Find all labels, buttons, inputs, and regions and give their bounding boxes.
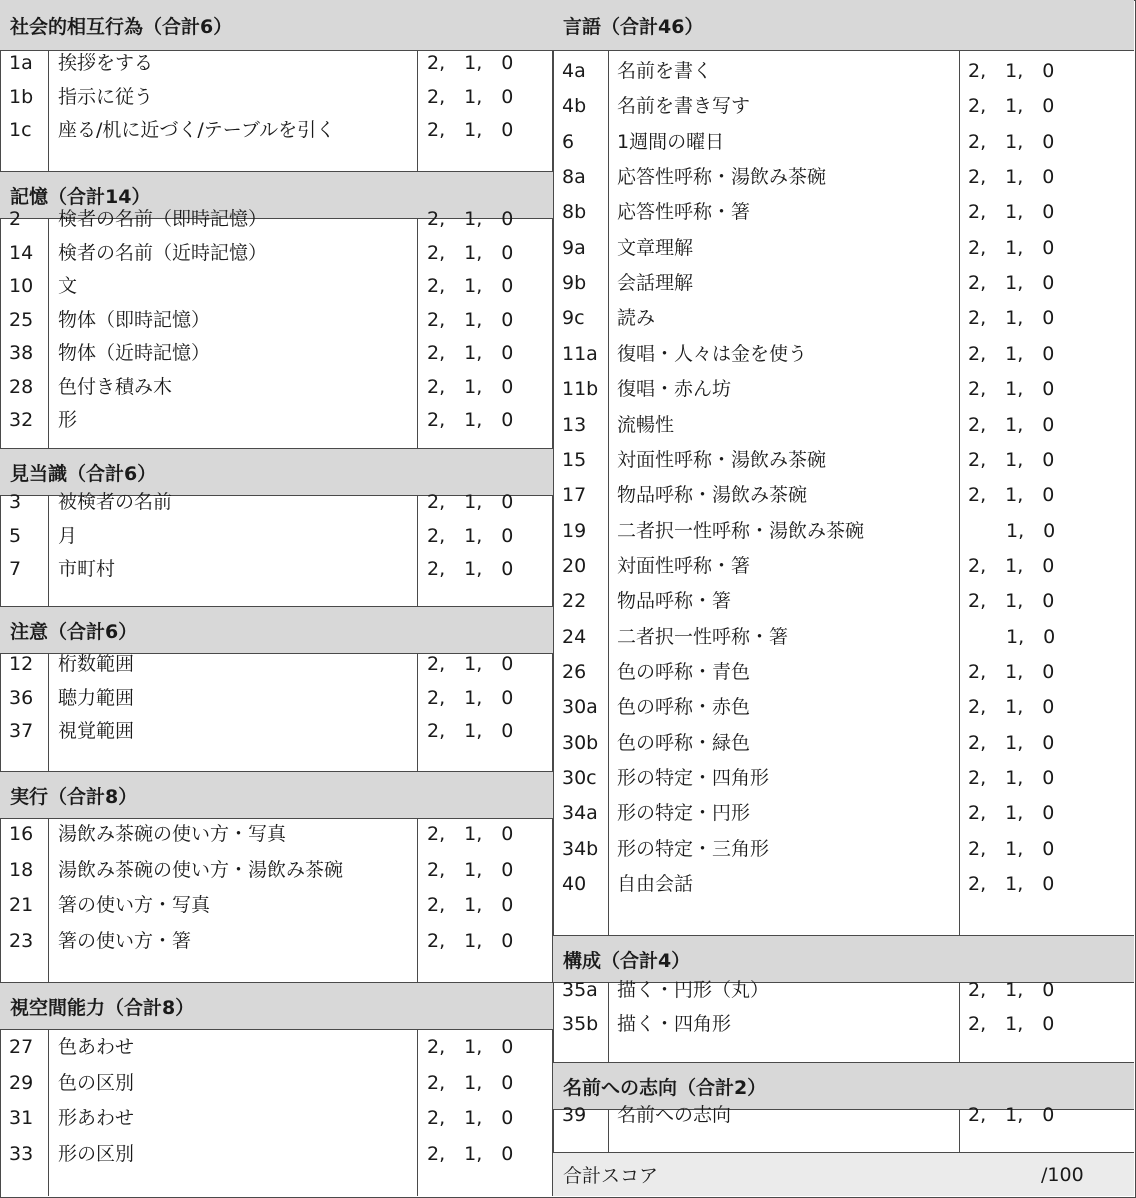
item-label: 応答性呼称・湯飲み茶碗 xyxy=(617,166,827,189)
item-score-options: 2, 1, 0 xyxy=(427,119,514,141)
item-label: 復唱・人々は金を使う xyxy=(617,342,808,365)
item-score-options: 2, 1, 0 xyxy=(968,802,1055,825)
item-score-options: 2, 1, 0 xyxy=(968,484,1055,507)
item-row xyxy=(0,336,553,370)
item-number: 9b xyxy=(562,272,587,295)
section-title: 実行（合計8） xyxy=(10,785,138,808)
item-number: 30b xyxy=(562,731,599,754)
item-score-options: 1, 0 xyxy=(968,519,1056,542)
section-body xyxy=(0,819,553,982)
item-label: 文 xyxy=(58,275,78,297)
item-number: 37 xyxy=(9,720,34,742)
item-score-options: 2, 1, 0 xyxy=(427,858,514,881)
item-row xyxy=(553,231,1134,265)
item-label: 被検者の名前 xyxy=(58,491,173,513)
item-score-options: 2, 1, 0 xyxy=(427,85,514,108)
item-number: 24 xyxy=(562,625,587,648)
item-row xyxy=(0,853,553,887)
item-score-options: 2, 1, 0 xyxy=(968,307,1055,330)
item-row xyxy=(0,236,553,270)
item-label: 読み xyxy=(617,307,656,330)
item-score-options: 2, 1, 0 xyxy=(427,720,514,742)
item-score-options: 2, 1, 0 xyxy=(427,558,514,580)
item-row xyxy=(553,337,1134,371)
section-title: 見当識（合計6） xyxy=(10,462,157,485)
item-row xyxy=(0,80,553,114)
item-row xyxy=(553,867,1134,901)
item-row xyxy=(553,89,1134,123)
item-score-options: 2, 1, 0 xyxy=(968,1012,1055,1035)
item-number: 29 xyxy=(9,1071,34,1094)
item-label: 会話理解 xyxy=(617,272,694,295)
item-score-options: 2, 1, 0 xyxy=(427,275,514,297)
item-number: 25 xyxy=(9,308,34,331)
total-score-max: /100 xyxy=(1041,1163,1084,1186)
item-number: 11a xyxy=(562,342,598,365)
section-body xyxy=(0,208,553,448)
section-header xyxy=(0,982,553,1030)
item-label: 色あわせ xyxy=(58,1036,135,1058)
item-score-options: 2, 1, 0 xyxy=(968,236,1055,259)
item-number: 40 xyxy=(562,873,587,896)
item-row xyxy=(553,1007,1134,1041)
item-row xyxy=(0,888,553,922)
item-label: 名前を書き写す xyxy=(617,95,751,118)
item-score-options: 2, 1, 0 xyxy=(968,660,1055,683)
item-label: 二者択一性呼称・湯飲み茶碗 xyxy=(617,519,865,542)
item-row xyxy=(553,266,1134,300)
item-row xyxy=(553,973,1134,1007)
item-number: 22 xyxy=(562,590,587,613)
item-row xyxy=(553,761,1134,795)
item-label: 流暢性 xyxy=(617,413,675,436)
item-number: 3 xyxy=(9,491,22,513)
item-label: 箸の使い方・写真 xyxy=(58,894,211,916)
section-body xyxy=(0,51,553,171)
item-label: 二者択一性呼称・箸 xyxy=(617,625,789,648)
item-row xyxy=(553,514,1134,548)
item-score-options: 2, 1, 0 xyxy=(968,731,1055,754)
item-label: 色の呼称・緑色 xyxy=(617,731,751,754)
section-title: 社会的相互行為（合計6） xyxy=(10,15,233,38)
item-score-options: 2, 1, 0 xyxy=(968,201,1055,224)
item-score-options: 2, 1, 0 xyxy=(427,308,514,331)
item-number: 34a xyxy=(562,802,598,825)
item-score-options: 2, 1, 0 xyxy=(968,873,1055,896)
section-header xyxy=(553,0,1134,51)
section-title: 構成（合計4） xyxy=(563,949,691,972)
item-number: 27 xyxy=(9,1036,34,1058)
item-score-options: 2, 1, 0 xyxy=(968,60,1055,82)
item-score-options: 2, 1, 0 xyxy=(427,409,514,431)
item-number: 31 xyxy=(9,1107,34,1129)
item-number: 7 xyxy=(9,558,22,580)
item-number: 9a xyxy=(562,236,586,259)
item-row xyxy=(0,1137,553,1171)
item-number: 11b xyxy=(562,378,599,401)
item-label: 形あわせ xyxy=(58,1107,135,1129)
section-title: 言語（合計46） xyxy=(563,15,704,38)
item-row xyxy=(0,924,553,958)
item-row xyxy=(553,549,1134,583)
item-row xyxy=(553,372,1134,406)
item-number: 30a xyxy=(562,696,598,719)
item-number: 10 xyxy=(9,275,34,297)
item-label: 名前への志向 xyxy=(617,1104,732,1126)
item-label: 検者の名前（近時記憶） xyxy=(58,241,268,264)
item-number: 26 xyxy=(562,660,587,683)
item-label: 形の特定・四角形 xyxy=(617,767,770,789)
item-score-options: 2, 1, 0 xyxy=(968,979,1055,1001)
item-score-options: 1, 0 xyxy=(968,625,1056,648)
item-label: 聴力範囲 xyxy=(58,686,135,709)
item-label: 検者の名前（即時記憶） xyxy=(58,208,268,230)
item-number: 1c xyxy=(9,119,32,141)
item-label: 名前を書く xyxy=(617,60,713,82)
item-number: 14 xyxy=(9,241,34,264)
item-number: 30c xyxy=(562,767,597,789)
item-number: 19 xyxy=(562,519,587,542)
item-score-options: 2, 1, 0 xyxy=(968,166,1055,189)
item-score-options: 2, 1, 0 xyxy=(968,95,1055,118)
item-number: 23 xyxy=(9,929,34,952)
item-number: 9c xyxy=(562,307,585,330)
item-number: 16 xyxy=(9,823,34,845)
item-number: 4b xyxy=(562,95,587,118)
section-body xyxy=(553,51,1134,935)
item-label: 物体（近時記憶） xyxy=(58,342,211,364)
item-row xyxy=(0,681,553,715)
item-row xyxy=(553,160,1134,194)
item-label: 色付き積み木 xyxy=(58,375,173,398)
item-label: 桁数範囲 xyxy=(58,653,135,675)
item-number: 35b xyxy=(562,1012,599,1035)
item-score-options: 2, 1, 0 xyxy=(427,823,514,845)
item-score-options: 2, 1, 0 xyxy=(427,342,514,364)
section-title: 注意（合計6） xyxy=(10,620,138,643)
item-row xyxy=(553,195,1134,229)
item-score-options: 2, 1, 0 xyxy=(427,1142,514,1165)
item-score-options: 2, 1, 0 xyxy=(968,696,1055,719)
item-score-options: 2, 1, 0 xyxy=(968,342,1055,365)
item-score-options: 2, 1, 0 xyxy=(968,837,1055,860)
item-row xyxy=(0,1101,553,1135)
item-label: 色の区別 xyxy=(58,1071,135,1094)
item-label: 座る/机に近づく/テーブルを引く xyxy=(58,119,336,141)
item-score-options: 2, 1, 0 xyxy=(427,208,514,230)
total-score-label: 合計スコア xyxy=(563,1165,659,1187)
item-label: 指示に従う xyxy=(58,85,154,108)
item-number: 34b xyxy=(562,837,599,860)
item-number: 20 xyxy=(562,554,587,577)
item-label: 挨拶をする xyxy=(58,52,154,74)
item-row xyxy=(0,202,553,236)
item-score-options: 2, 1, 0 xyxy=(427,241,514,264)
item-row xyxy=(553,408,1134,442)
item-row xyxy=(0,552,553,586)
item-row xyxy=(0,817,553,851)
item-number: 13 xyxy=(562,413,587,436)
item-number: 15 xyxy=(562,448,587,471)
section-body xyxy=(0,491,553,606)
item-row xyxy=(553,584,1134,618)
item-row xyxy=(553,1098,1134,1132)
section-body xyxy=(553,979,1134,1062)
item-label: 描く・四角形 xyxy=(617,1012,732,1035)
item-label: 色の呼称・赤色 xyxy=(617,696,751,719)
item-number: 36 xyxy=(9,686,34,709)
item-row xyxy=(0,519,553,553)
item-label: 湯飲み茶碗の使い方・写真 xyxy=(58,823,287,845)
item-label: 応答性呼称・箸 xyxy=(617,201,751,224)
item-row xyxy=(553,796,1134,830)
item-label: 物品呼称・箸 xyxy=(617,590,732,613)
item-label: 対面性呼称・箸 xyxy=(617,554,751,577)
item-row xyxy=(553,443,1134,477)
total-score-row xyxy=(553,1152,1134,1196)
item-row xyxy=(553,125,1134,159)
item-label: 1週間の曜日 xyxy=(617,130,725,153)
section-body xyxy=(0,1030,553,1196)
item-row xyxy=(553,478,1134,512)
item-row xyxy=(553,620,1134,654)
item-row xyxy=(0,647,553,681)
item-row xyxy=(0,1030,553,1064)
item-score-options: 2, 1, 0 xyxy=(427,686,514,709)
item-number: 8b xyxy=(562,201,587,224)
section-title: 名前への志向（合計2） xyxy=(563,1076,767,1099)
item-number: 2 xyxy=(9,208,22,230)
item-row xyxy=(0,269,553,303)
item-number: 35a xyxy=(562,979,598,1001)
item-label: 描く・円形（丸） xyxy=(617,979,770,1001)
item-score-options: 2, 1, 0 xyxy=(968,413,1055,436)
item-label: 復唱・赤ん坊 xyxy=(617,378,732,401)
item-number: 18 xyxy=(9,858,34,881)
section-header xyxy=(0,0,553,51)
item-score-options: 2, 1, 0 xyxy=(427,524,514,547)
item-score-options: 2, 1, 0 xyxy=(968,130,1055,153)
item-row xyxy=(553,655,1134,689)
item-score-options: 2, 1, 0 xyxy=(968,590,1055,613)
item-row xyxy=(553,54,1134,88)
item-row xyxy=(0,1066,553,1100)
item-label: 文章理解 xyxy=(617,236,694,259)
item-label: 湯飲み茶碗の使い方・湯飲み茶碗 xyxy=(58,858,344,881)
item-number: 5 xyxy=(9,524,22,547)
item-score-options: 2, 1, 0 xyxy=(427,52,514,74)
section-body xyxy=(0,654,553,771)
item-label: 物品呼称・湯飲み茶碗 xyxy=(617,484,808,507)
item-score-options: 2, 1, 0 xyxy=(427,1071,514,1094)
item-score-options: 2, 1, 0 xyxy=(427,1036,514,1058)
item-label: 自由会話 xyxy=(617,873,694,896)
item-score-options: 2, 1, 0 xyxy=(968,272,1055,295)
item-label: 形 xyxy=(58,409,78,431)
item-row xyxy=(0,714,553,748)
item-score-options: 2, 1, 0 xyxy=(427,894,514,916)
item-label: 視覚範囲 xyxy=(58,720,135,742)
item-number: 21 xyxy=(9,894,34,916)
item-number: 28 xyxy=(9,375,34,398)
item-number: 12 xyxy=(9,653,34,675)
item-score-options: 2, 1, 0 xyxy=(427,653,514,675)
item-score-options: 2, 1, 0 xyxy=(427,929,514,952)
item-number: 38 xyxy=(9,342,34,364)
item-number: 1a xyxy=(9,52,33,74)
section-title: 視空間能力（合計8） xyxy=(10,996,195,1019)
item-label: 形の区別 xyxy=(58,1142,135,1165)
item-score-options: 2, 1, 0 xyxy=(427,375,514,398)
item-row xyxy=(0,485,553,519)
item-row xyxy=(553,690,1134,724)
item-number: 4a xyxy=(562,60,586,82)
item-score-options: 2, 1, 0 xyxy=(968,767,1055,789)
item-row xyxy=(0,403,553,437)
item-label: 対面性呼称・湯飲み茶碗 xyxy=(617,448,827,471)
section-title: 記憶（合計14） xyxy=(10,185,151,208)
item-score-options: 2, 1, 0 xyxy=(968,1104,1055,1126)
item-number: 6 xyxy=(562,130,575,153)
item-row xyxy=(553,832,1134,866)
item-label: 箸の使い方・箸 xyxy=(58,929,192,952)
item-number: 39 xyxy=(562,1104,587,1126)
item-score-options: 2, 1, 0 xyxy=(427,491,514,513)
item-row xyxy=(0,370,553,404)
item-label: 色の呼称・青色 xyxy=(617,660,751,683)
item-score-options: 2, 1, 0 xyxy=(968,378,1055,401)
item-score-options: 2, 1, 0 xyxy=(968,448,1055,471)
item-score-options: 2, 1, 0 xyxy=(427,1107,514,1129)
item-row xyxy=(0,303,553,337)
item-row xyxy=(553,726,1134,760)
item-score-options: 2, 1, 0 xyxy=(968,554,1055,577)
item-row xyxy=(0,113,553,147)
item-label: 形の特定・円形 xyxy=(617,802,751,825)
item-number: 32 xyxy=(9,409,34,431)
item-label: 市町村 xyxy=(58,558,116,580)
section-header xyxy=(0,771,553,819)
item-row xyxy=(0,46,553,80)
item-number: 1b xyxy=(9,85,34,108)
item-number: 33 xyxy=(9,1142,34,1165)
section-body xyxy=(553,1104,1134,1152)
item-label: 形の特定・三角形 xyxy=(617,837,770,860)
item-label: 月 xyxy=(58,524,78,547)
item-row xyxy=(553,301,1134,335)
item-number: 17 xyxy=(562,484,587,507)
item-number: 8a xyxy=(562,166,586,189)
item-label: 物体（即時記憶） xyxy=(58,308,211,331)
